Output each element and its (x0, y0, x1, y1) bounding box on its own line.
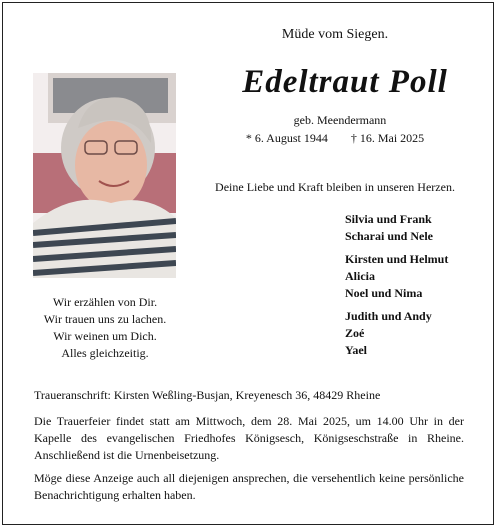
poem-line: Wir erzählen von Dir. (52, 295, 158, 309)
life-dates (200, 131, 470, 146)
mourner-name: Kirsten und Helmut (345, 252, 449, 266)
poem-line: Wir trauen uns zu lachen. (43, 312, 167, 326)
poem-line: Alles gleichzeitig. (61, 346, 149, 360)
funeral-details: Die Trauerfeier findet statt am Mittwoch, dem 28. Mai 2025, um 14.00 Uhr in der Kapelle des evangelischen Friedhofes Königsesch, Königseschstraße in Rheine. Anschließend ist die Urnenbeisetzung. (34, 414, 464, 462)
mourner-name: Yael (345, 343, 367, 357)
mourner-name: Scharai und Nele (345, 229, 434, 243)
mourning-address: Traueranschrift: Kirsten Weßling-Busjan, Kreyenesch 36, 48429 Rheine (34, 388, 381, 402)
mourner-name: Judith und Andy (345, 309, 432, 323)
mourner-group (345, 251, 448, 302)
birth-date: * 6. August 1944 (245, 131, 328, 145)
poem (30, 294, 180, 362)
deceased-name: Edeltraut Poll (242, 64, 448, 100)
mourner-name: Silvia und Frank (345, 212, 432, 226)
mourner-name: Alicia (345, 269, 375, 283)
notice-note: Möge diese Anzeige auch all diejenigen ansprechen, die versehentlich keine persönliche Benachrichtigung erhalten haben. (34, 471, 464, 502)
mourners-list (345, 211, 448, 365)
mourner-group (345, 308, 448, 359)
love-line: Deine Liebe und Kraft bleiben in unseren Herzen. (215, 180, 455, 194)
mourner-group (345, 211, 448, 245)
poem-line: Wir weinen um Dich. (53, 329, 157, 343)
mourner-name: Noel und Nima (345, 286, 423, 300)
motto: Müde vom Siegen. (281, 27, 389, 42)
mourner-name: Zoé (345, 326, 365, 340)
birth-name: geb. Meendermann (293, 113, 387, 127)
death-date: † 16. Mai 2025 (350, 131, 425, 145)
portrait-photo (33, 73, 176, 278)
